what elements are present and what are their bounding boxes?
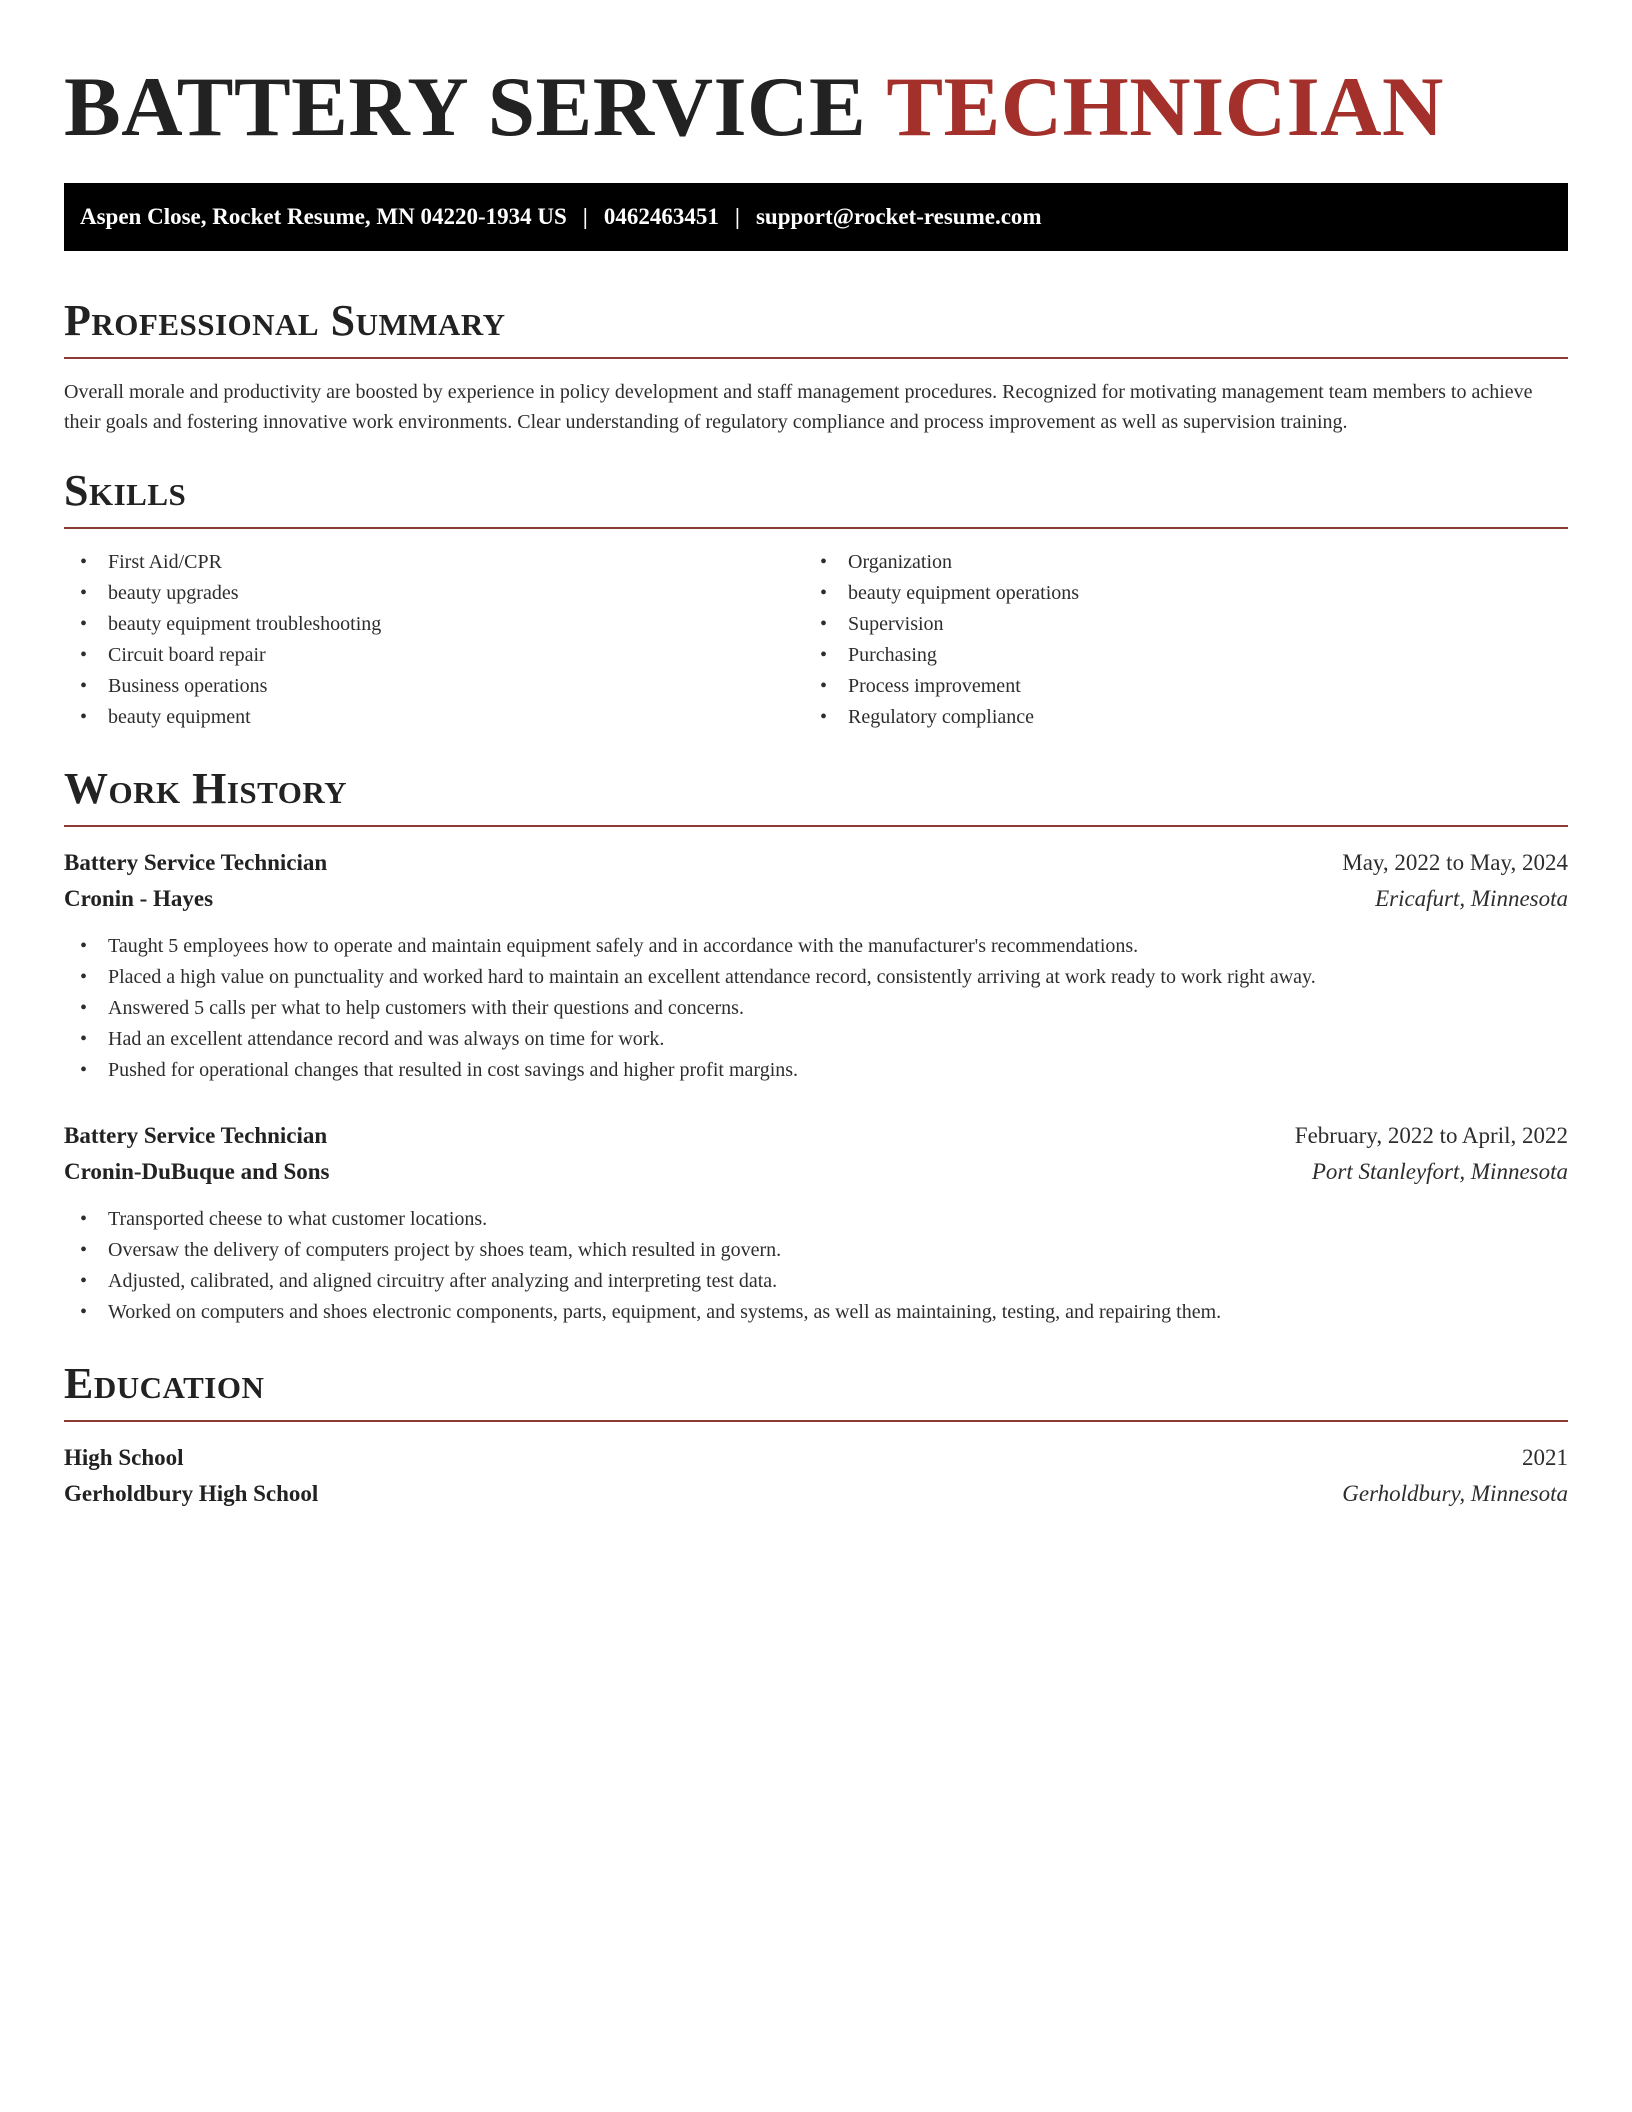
skill-item: • Process improvement xyxy=(804,671,1544,702)
education-school: Gerholdbury High School xyxy=(64,1481,319,1506)
duty-item: • Placed a high value on punctuality and worked hard to maintain an excellent attendance record, consistently arriving at work ready to work right away. xyxy=(64,962,1568,993)
skill-item: • Purchasing xyxy=(804,640,1544,671)
duty-item: • Transported cheese to what customer locations. xyxy=(64,1204,1568,1235)
skill-item: • Circuit board repair xyxy=(64,640,804,671)
resume-name xyxy=(64,56,1568,158)
skill-item: • beauty upgrades xyxy=(64,578,804,609)
job-role: Battery Service Technician xyxy=(64,850,328,875)
job-company: Cronin-DuBuque and Sons xyxy=(64,1159,330,1184)
job-location: Ericafurt, Minnesota xyxy=(1375,886,1568,911)
skill-item: • Regulatory compliance xyxy=(804,702,1544,733)
job-duties xyxy=(64,931,1568,1086)
skills-list xyxy=(64,547,1568,733)
contact-address: Aspen Close, Rocket Resume, MN 04220-1934 US xyxy=(80,204,567,229)
contact-separator: | xyxy=(582,204,588,229)
skill-item: • Supervision xyxy=(804,609,1544,640)
duty-item: • Pushed for operational changes that resulted in cost savings and higher profit margins. xyxy=(64,1055,1568,1086)
summary-heading: Professional Summary xyxy=(64,299,1568,359)
job-entry xyxy=(64,1120,1568,1328)
contact-phone: 0462463451 xyxy=(603,204,719,229)
summary-text: Overall morale and productivity are boosted by experience in policy development and staff management procedures. Recognized for motivating management team members to achieve their goals and fostering innovative work environments. Clear understanding of regulatory compliance and process improvement as well as supervision training. xyxy=(64,381,1533,433)
job-entry xyxy=(64,847,1568,1086)
job-location: Port Stanleyfort, Minnesota xyxy=(1311,1159,1568,1184)
job-duties xyxy=(64,1204,1568,1328)
skills-column-left xyxy=(64,547,804,733)
duty-item: • Worked on computers and shoes electronic components, parts, equipment, and systems, as well as maintaining, testing, and repairing them. xyxy=(64,1297,1568,1328)
education-heading: Education xyxy=(64,1362,1568,1422)
skill-item: • beauty equipment xyxy=(64,702,804,733)
education-entry xyxy=(64,1442,1568,1510)
duty-item: • Oversaw the delivery of computers project by shoes team, which resulted in govern. xyxy=(64,1235,1568,1266)
skill-item: • First Aid/CPR xyxy=(64,547,804,578)
work-history-heading: Work History xyxy=(64,767,1568,827)
contact-bar xyxy=(64,183,1568,251)
duty-item: • Taught 5 employees how to operate and maintain equipment safely and in accordance with the manufacturer's recommendations. xyxy=(64,931,1568,962)
duty-item: • Had an excellent attendance record and was always on time for work. xyxy=(64,1024,1568,1055)
education-year: 2021 xyxy=(1522,1445,1568,1470)
education-location: Gerholdbury, Minnesota xyxy=(1342,1481,1568,1506)
skills-heading: Skills xyxy=(64,469,1568,529)
education-degree: High School xyxy=(64,1445,184,1470)
job-role: Battery Service Technician xyxy=(64,1123,328,1148)
job-dates: February, 2022 to April, 2022 xyxy=(1294,1123,1568,1148)
skill-item: • beauty equipment operations xyxy=(804,578,1544,609)
name-accent: TECHNICIAN xyxy=(886,60,1444,154)
skill-item: • Organization xyxy=(804,547,1544,578)
duty-item: • Adjusted, calibrated, and aligned circuitry after analyzing and interpreting test data. xyxy=(64,1266,1568,1297)
skills-column-right xyxy=(804,547,1544,733)
job-dates: May, 2022 to May, 2024 xyxy=(1342,850,1568,875)
duty-item: • Answered 5 calls per what to help customers with their questions and concerns. xyxy=(64,993,1568,1024)
contact-email: support@rocket-resume.com xyxy=(755,204,1042,229)
skill-item: • beauty equipment troubleshooting xyxy=(64,609,804,640)
job-company: Cronin - Hayes xyxy=(64,886,214,911)
name-primary: BATTERY SERVICE xyxy=(64,60,867,154)
contact-separator: | xyxy=(734,204,740,229)
resume-page xyxy=(64,0,1568,1510)
skill-item: • Business operations xyxy=(64,671,804,702)
